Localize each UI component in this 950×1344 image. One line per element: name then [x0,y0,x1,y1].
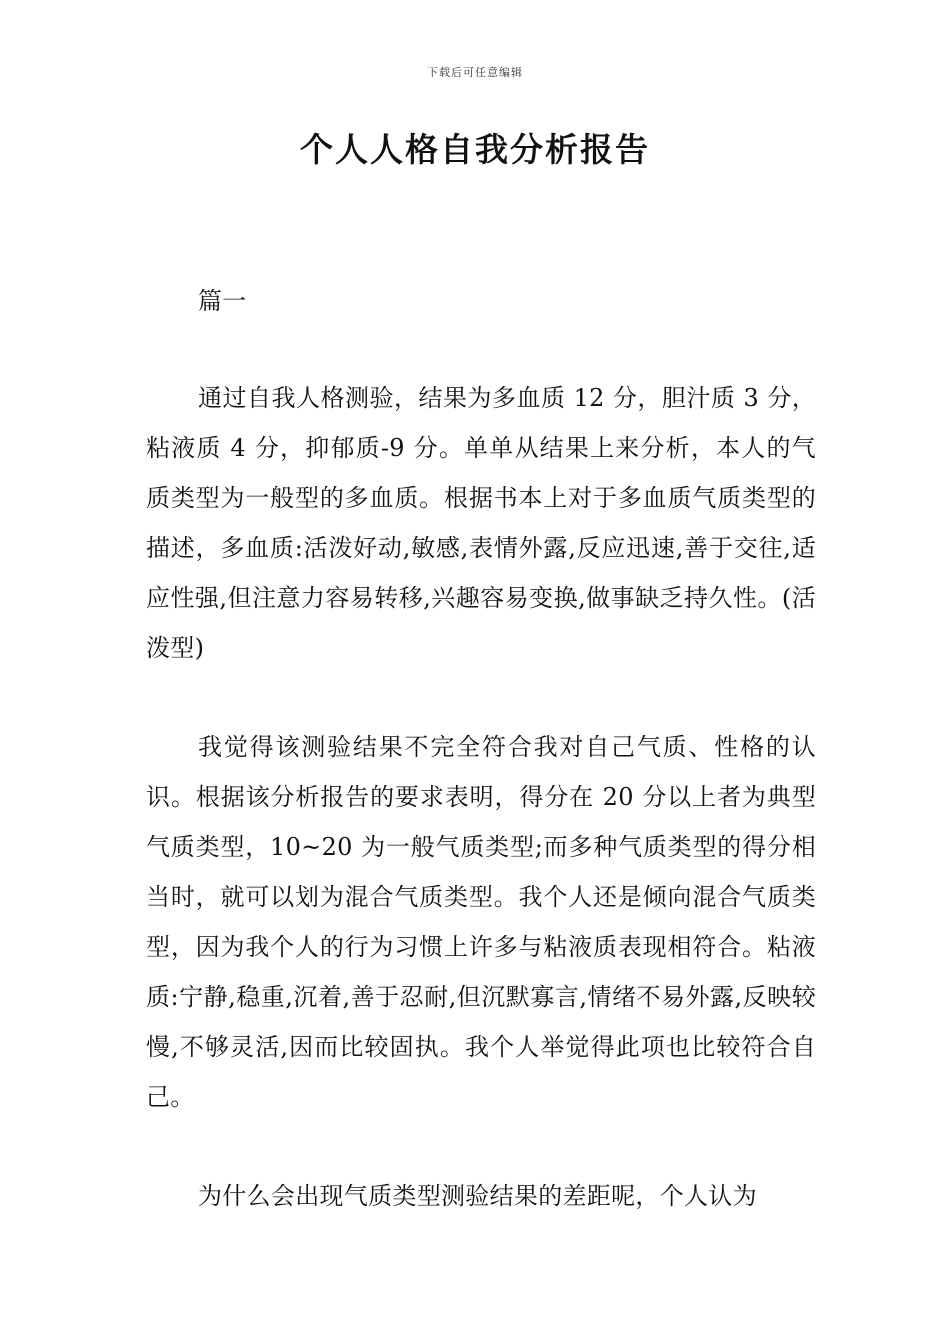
document-title: 个人人格自我分析报告 [300,130,650,169]
paragraph-3: 为什么会出现气质类型测验结果的差距呢，个人认为 [198,1182,757,1210]
paragraph-2: 我觉得该测验结果不完全符合我对自己气质、性格的认识。根据该分析报告的要求表明，得分在 20 分以上者为典型气质类型，10~20 为一般气质类型;而多种气质类型的得分相当时，就可以划为混合气质类型。我个人还是倾向混合气质类型，因为我个人的行为习惯上许多与粘液质表现相符合。粘液质:宁静,稳重,沉着,善于忍耐,但沉默寡言,情绪不易外露,反映较慢,不够灵活,因而比较固执。我个人举觉得此项也比较符合自己。 [146,733,816,1111]
section-label: 篇一 [198,287,247,315]
header-note: 下载后可任意编辑 [427,66,523,79]
paragraph-1: 通过自我人格测验，结果为多血质 12 分，胆汁质 3 分，粘液质 4 分，抑郁质-9 分。单单从结果上来分析，本人的气质类型为一般型的多血质。根据书本上对于多血质气质类型的描述，多血质:活泼好动,敏感,表情外露,反应迅速,善于交往,适应性强,但注意力容易转移,兴趣容易变换,做事缺乏持久性。(活泼型) [146,384,816,662]
